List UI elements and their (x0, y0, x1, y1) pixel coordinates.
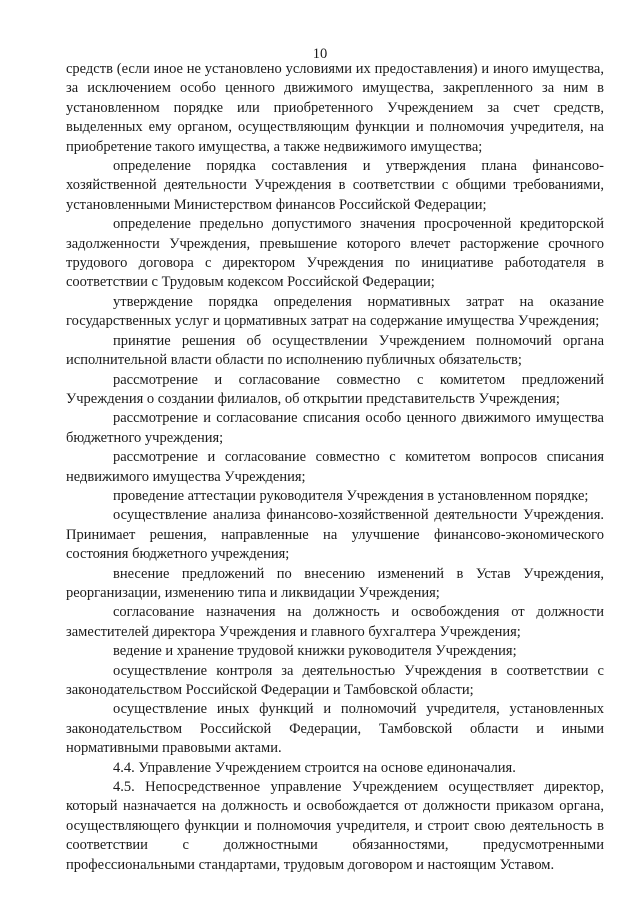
paragraph: определение предельно допустимого значения просроченной кредиторской задолженности Учреждения, превышение которого влечет расторжение срочного трудового договора с директором Учреждения по инициативе работодателя в соответствии с Трудовым кодексом Российской Федерации; (66, 216, 604, 291)
paragraph: ведение и хранение трудовой книжки руководителя Учреждения; (113, 643, 517, 660)
paragraph: рассмотрение и согласование списания особо ценного движимого имущества бюджетного учреждения; (66, 410, 604, 446)
paragraph: рассмотрение и согласование совместно с комитетом предложений Учреждения о создании филиалов, об открытии представительств Учреждения; (66, 371, 604, 407)
section-4-4: 4.4. Управление Учреждением строится на основе единоначалия. (113, 759, 516, 776)
document-body (66, 60, 604, 875)
section-4-5: 4.5. Непосредственное управление Учреждением осуществляет директор, который назначается на должность и освобождается от должности приказом органа, осуществляющего функции и полномочия учредителя, и строит свою деятельность в соответствии с должностными обязанностями, предусмотренными профессиональными стандартами, трудовым договором и настоящим Уставом. (66, 779, 604, 873)
paragraph-continuation: средств (если иное не установлено условиями их предоставления) и иного имущества, за исключением особо ценного движимого имущества, закрепленного за ним в установленном порядке или приобретенного Учреждением за счет средств, выделенных ему органом, осуществляющим функции и полномочия учредителя, на приобретение такого имущества, а также недвижимого имущества; (66, 61, 604, 155)
paragraph: согласование назначения на должность и освобождения от должности заместителей директора Учреждения и главного бухгалтера Учреждения; (66, 604, 604, 640)
paragraph: принятие решения об осуществлении Учреждением полномочий органа исполнительной власти области по исполнению публичных обязательств; (66, 332, 604, 369)
paragraph: утверждение порядка определения нормативных затрат на оказание государственных услуг и цормативных затрат на содержание имущества Учреждения; (66, 293, 604, 330)
page-number: 10 (312, 46, 328, 62)
paragraph: проведение аттестации руководителя Учреждения в установленном порядке; (113, 487, 589, 504)
paragraph: определение порядка составления и утверждения плана финансово-хозяйственной деятельности Учреждения в соответствии с общими требованиями, установленными Министерством финансов Российской Федерации; (66, 158, 604, 213)
paragraph: рассмотрение и согласование совместно с комитетом вопросов списания недвижимого имущества Учреждения; (66, 449, 604, 485)
paragraph: осуществление контроля за деятельностью Учреждения в соответствии с законодательством Российской Федерации и Тамбовской области; (66, 662, 604, 698)
paragraph: осуществление иных функций и полномочий учредителя, установленных законодательством Российской Федерации, Тамбовской области и иными нормативными правовыми актами. (66, 701, 604, 757)
paragraph: осуществление анализа финансово-хозяйственной деятельности Учреждения. Принимает решения, направленные на улучшение финансово-экономического состояния бюджетного учреждения; (66, 507, 604, 563)
paragraph: внесение предложений по внесению изменений в Устав Учреждения, реорганизации, изменению типа и ликвидации Учреждения; (66, 565, 604, 601)
